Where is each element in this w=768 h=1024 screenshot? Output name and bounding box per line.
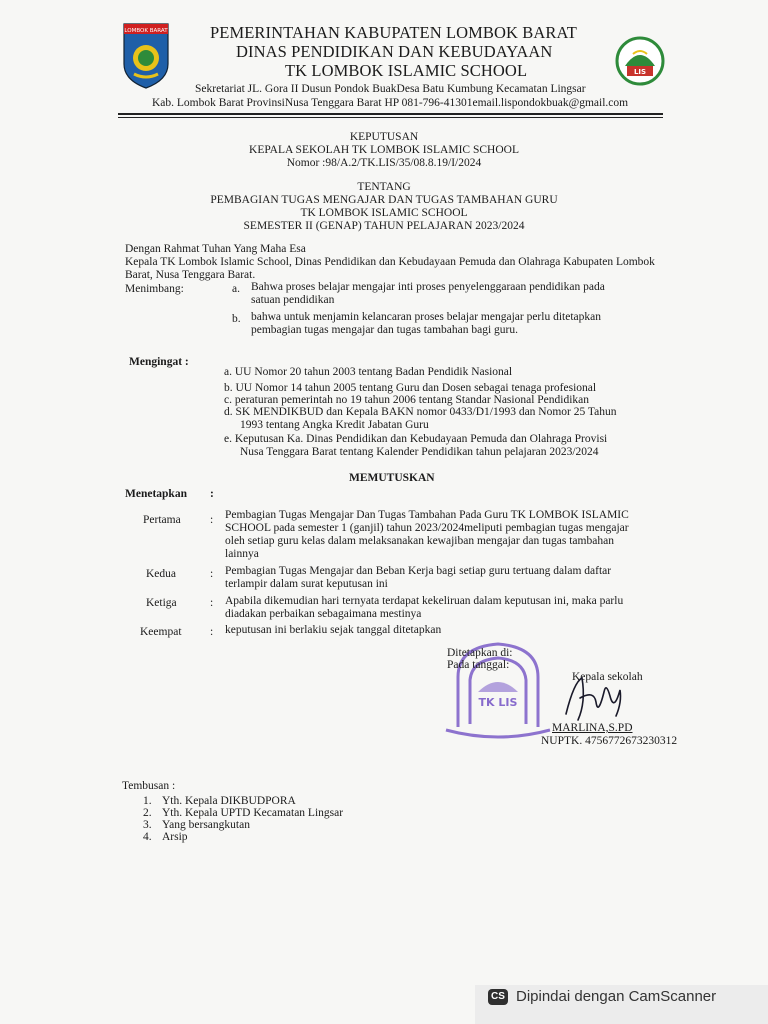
tembusan-item2: Yth. Kepala UPTD Kecamatan Lingsar [162, 807, 344, 819]
title-tentang: TENTANG [357, 181, 411, 193]
lombok-barat-crest-logo [120, 20, 172, 90]
pada-tanggal: Pada tanggal: [447, 659, 510, 671]
pertama-l4: lainnya [225, 548, 259, 560]
opening-kepala-line1: Kepala TK Lombok Islamic School, Dinas Pendidikan dan Kebudayaan Pemuda dan Olahraga Kabupaten Lombok [125, 256, 655, 268]
menimbang-a-line2: satuan pendidikan [251, 294, 335, 306]
menetapkan-colon: : [210, 488, 214, 500]
kop-line2: DINAS PENDIDIKAN DAN KEBUDAYAAN [236, 42, 553, 61]
pertama-l3: oleh setiap guru kelas dalam melaksanakan kewajiban mengajar dan tugas tambahan [225, 535, 614, 547]
camscanner-label: Dipindai dengan CamScanner [516, 988, 717, 1005]
camscanner-icon: CS [488, 989, 508, 1005]
tembusan-n4: 4. [143, 831, 152, 843]
menetapkan-label: Menetapkan [125, 488, 187, 500]
opening-rahmat: Dengan Rahmat Tuhan Yang Maha Esa [125, 243, 306, 255]
keempat-colon: : [210, 626, 214, 638]
mengingat-c: c. peraturan pemerintah no 19 tahun 2006 tentang Standar Nasional Pendidikan [224, 394, 590, 406]
memutuskan-heading: MEMUTUSKAN [349, 472, 435, 484]
kop-address1: Sekretariat JL. Gora II Dusun Pondok BuakDesa Batu Kumbung Kecamatan Lingsar [195, 83, 586, 95]
signer-name: MARLINA,S.PD [552, 722, 633, 734]
pertama-l2: SCHOOL pada semester 1 (ganjil) tahun 2023/2024meliputi pembagian tugas mengajar [225, 522, 629, 534]
tembusan-label: Tembusan : [122, 780, 176, 792]
school-logo [615, 36, 665, 86]
mengingat-d2: 1993 tentang Angka Kredit Jabatan Guru [240, 419, 429, 431]
tembusan-item4: Arsip [162, 831, 188, 843]
menimbang-b-line1: bahwa untuk menjamin kelancaran proses belajar mengajar perlu ditetapkan [251, 311, 601, 323]
title-subject2: TK LOMBOK ISLAMIC SCHOOL [300, 207, 468, 219]
ditetapkan-di: Ditetapkan di: [447, 647, 513, 659]
handwritten-signature [560, 672, 630, 724]
menimbang-b-line2: pembagian tugas mengajar dan tugas tambahan bagi guru. [251, 324, 518, 336]
kop-line3: TK LOMBOK ISLAMIC SCHOOL [285, 61, 528, 80]
title-kepala: KEPALA SEKOLAH TK LOMBOK ISLAMIC SCHOOL [249, 144, 519, 156]
ketiga-colon: : [210, 597, 214, 609]
mengingat-e1: e. Keputusan Ka. Dinas Pendidikan dan Kebudayaan Pemuda dan Olahraga Provisi [224, 433, 608, 445]
title-keputusan: KEPUTUSAN [349, 131, 419, 143]
tembusan-n2: 2. [143, 807, 152, 819]
school-logo-label: LIS [633, 68, 647, 76]
mengingat-a: a. UU Nomor 20 tahun 2003 tentang Badan Pendidik Nasional [224, 366, 513, 378]
menimbang-mark-a: a. [232, 283, 240, 295]
ketiga-l2: diadakan perbaikan sebagaimana mestinya [225, 608, 422, 620]
kepala-sekolah-title: Kepala sekolah [572, 671, 643, 683]
kedua-l2: terlampir dalam surat keputusan ini [225, 578, 388, 590]
tembusan-item3: Yang bersangkutan [162, 819, 250, 831]
keempat-l1: keputusan ini berlakiu sejak tanggal ditetapkan [225, 624, 442, 636]
kedua-colon: : [210, 568, 214, 580]
signer-nuptk: NUPTK. 4756772673230312 [541, 735, 678, 747]
mengingat-label: Mengingat : [129, 356, 189, 368]
menimbang-a-line1: Bahwa proses belajar mengajar inti proses penyelenggaraan pendidikan pada [251, 281, 605, 293]
kedua-l1: Pembagian Tugas Mengajar dan Beban Kerja bagi setiap guru tertuang dalam daftar [225, 565, 612, 577]
kop-rule-thin [118, 117, 663, 118]
pertama-colon: : [210, 514, 214, 526]
tembusan-n3: 3. [143, 819, 152, 831]
kop-line1: PEMERINTAHAN KABUPATEN LOMBOK BARAT [210, 23, 577, 42]
title-subject3: SEMESTER II (GENAP) TAHUN PELAJARAN 2023/2024 [243, 220, 525, 232]
title-nomor: Nomor :98/A.2/TK.LIS/35/08.8.19/I/2024 [286, 157, 482, 169]
menimbang-mark-b: b. [232, 313, 241, 325]
kop-rule-thick [118, 113, 663, 115]
opening-kepala-line2: Barat, Nusa Tenggara Barat. [125, 269, 256, 281]
mengingat-d1: d. SK MENDIKBUD dan Kepala BAKN nomor 0433/D1/1993 dan Nomor 25 Tahun [224, 406, 617, 418]
title-subject1: PEMBAGIAN TUGAS MENGAJAR DAN TUGAS TAMBAHAN GURU [210, 194, 558, 206]
stamp-text: TK LIS [478, 696, 518, 709]
keempat-label: Keempat [140, 626, 182, 638]
ketiga-l1: Apabila dikemudian hari ternyata terdapat kekeliruan dalam keputusan ini, maka parlu [225, 595, 624, 607]
pertama-l1: Pembagian Tugas Mengajar Dan Tugas Tambahan Pada Guru TK LOMBOK ISLAMIC [225, 509, 629, 521]
ketiga-label: Ketiga [146, 597, 177, 609]
tembusan-n1: 1. [143, 795, 152, 807]
kedua-label: Kedua [146, 568, 177, 580]
mengingat-e2: Nusa Tenggara Barat tentang Kalender Pendidikan tahun pelajaran 2023/2024 [240, 446, 599, 458]
pertama-label: Pertama [143, 514, 181, 526]
mengingat-b: b. UU Nomor 14 tahun 2005 tentang Guru dan Dosen sebagai tenaga profesional [224, 382, 597, 394]
crest-label: LOMBOK BARAT [124, 28, 168, 34]
menimbang-label: Menimbang: [125, 283, 184, 295]
tembusan-item1: Yth. Kepala DIKBUDPORA [162, 795, 296, 807]
kop-address2: Kab. Lombok Barat ProvinsiNusa Tenggara Barat HP 081-796-41301email.lispondokbuak@gmail.com [152, 97, 629, 109]
